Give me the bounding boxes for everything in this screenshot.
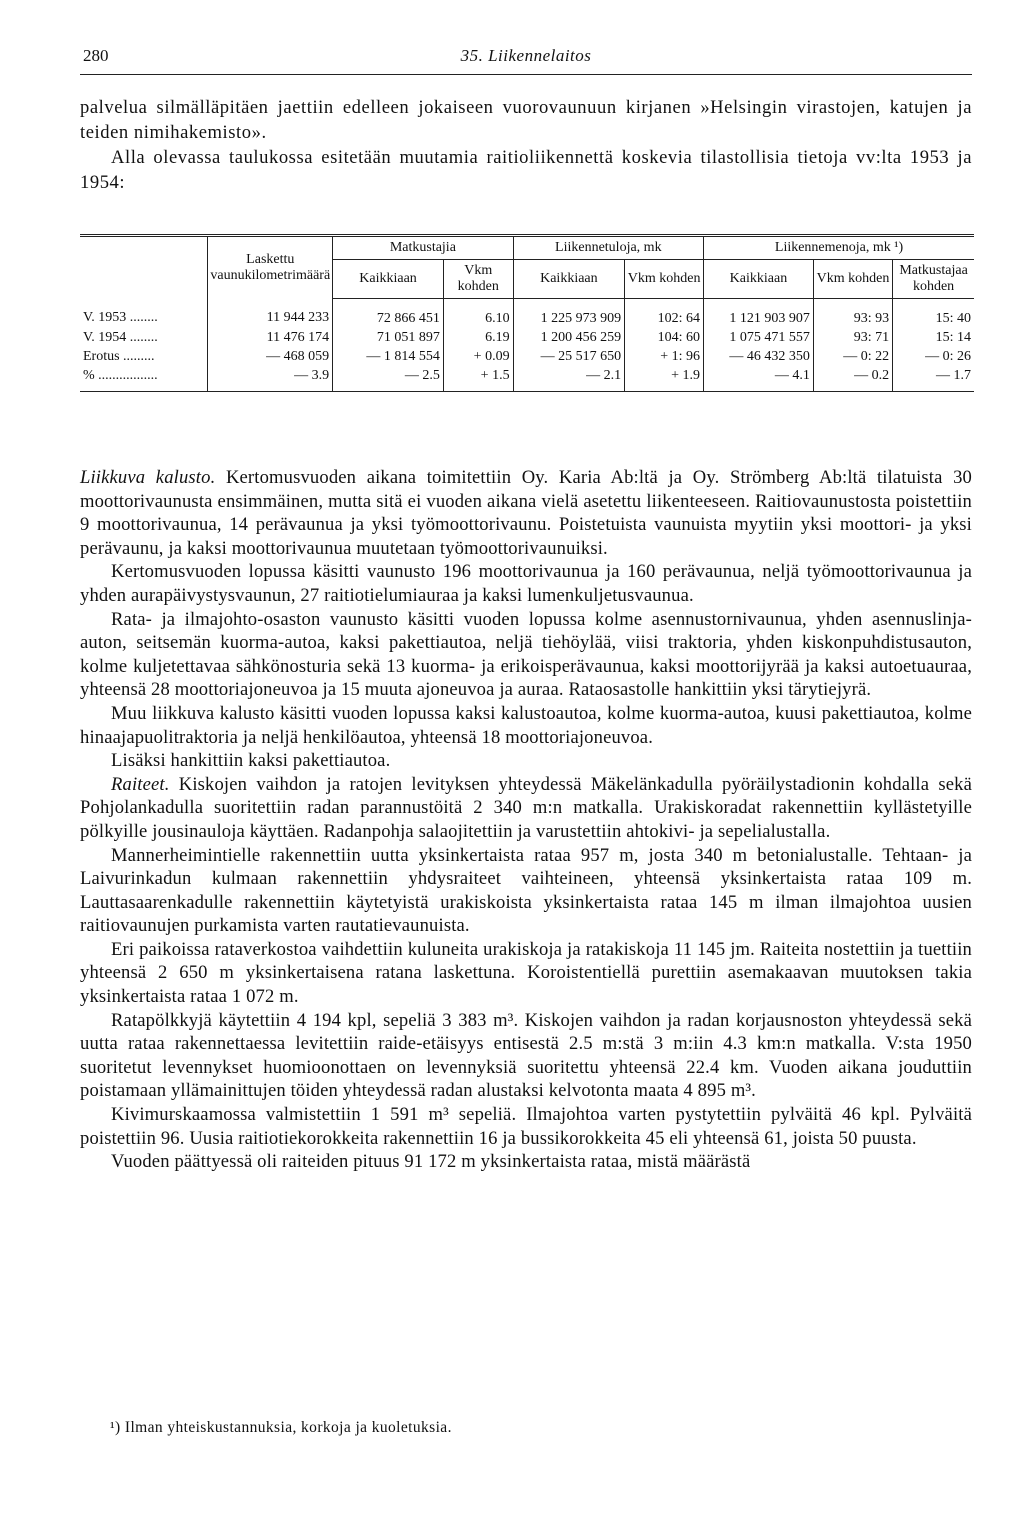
cell-matkustajia-kaikkiaan: 72 866 451 <box>333 299 444 329</box>
section-lead-raiteet: Raiteet. <box>111 773 170 795</box>
table-row <box>80 366 974 392</box>
paragraph: Kivimurskaamossa valmistettiin 1 591 m³ sepeliä. Ilmajohtoa varten pystytettiin pylväitä 46 kpl. Pylväitä poistettiin 96. Uusia raitiotiekorokkeita rakennettiin 16 ja bussikorokkeita 45 eli yhteensä 61, joista 50 puusta. <box>80 1104 972 1149</box>
cell-tuloja-kaikkiaan: — 2.1 <box>513 366 625 392</box>
cell-menoja-kaikkiaan: — 46 432 350 <box>704 347 814 366</box>
subheader-tuloja-kaikkiaan: Kaikkiaan <box>513 260 625 299</box>
paragraph-liikkuva-kalusto <box>80 466 972 560</box>
cell-matkustajia-kaikkiaan: — 1 814 554 <box>333 347 444 366</box>
cell-menoja-vkm: — 0: 22 <box>813 347 892 366</box>
intro-paragraph-2: Alla olevassa taulukossa esitetään muutamia raitioliikennettä koskevia tilastollisia tietoja vv:lta 1953 ja 1954: <box>80 147 972 193</box>
cell-menoja-kaikkiaan: 1 075 471 557 <box>704 328 814 347</box>
paragraph: Mannerheimintielle rakennettiin uutta yksinkertaista rataa 957 m, josta 340 m betonialustalle. Tehtaan- ja Laivurinkadun kulmaan rakennettiin yhdysraiteet vaihteineen, yhteensä yksinkertaista rataa 109 m. Lauttasaarenkadulle rakennettiin käytetyistä urakiskoista yksinkertaista rataa 145 m ilman ilmajohtoa uusien raitiovaunujen purkamista varten rautatievaunuista. <box>80 844 972 937</box>
row-label: V. 1953 ........ <box>83 310 158 326</box>
table-row <box>80 328 974 347</box>
cell-menoja-vkm: 93: 71 <box>813 328 892 347</box>
cell-menoja-kaikkiaan: — 4.1 <box>704 366 814 392</box>
running-title: 35. Liikennelaitos <box>460 46 592 65</box>
section-lead-liikkuva-kalusto: Liikkuva kalusto. <box>80 467 216 488</box>
subheader-menoja-vkm: Vkm kohden <box>813 260 892 299</box>
paragraph: Vuoden päättyessä oli raiteiden pituus 91 172 m yksinkertaista rataa, mistä määrästä <box>111 1151 751 1173</box>
paragraph: Eri paikoissa rataverkostoa vaihdettiin kuluneita urakiskoja ja ratakiskoja 11 145 jm. Raiteita nostettiin ja tuettiin yhteensä 2 650 m yksinkertaisena ratana laskettuna. Koroistentiellä purettiin asemakaavan muutoksen takia yksinkertaista rataa 1 072 m. <box>80 938 972 1008</box>
subheader-tuloja-vkm: Vkm kohden <box>625 260 704 299</box>
body-text <box>80 466 972 1174</box>
paragraph: Rata- ja ilmajohto-osaston vaunusto käsitti vuoden lopussa kolme asennustornivaunua, yhden asennuslinja-auton, seitsemän kuorma-autoa, kaksi pakettiautoa, neljä tiehöylää, viisi traktoria, yhden kiskonpuhdistusauton, kolme kuljetettavaa sähkönosturia sekä 13 kuorma- ja erikoisperävaunua, kaksi moottorijyrää ja kaksi autoetuauraa, yhteensä 28 moottoriajoneuvoa ja 15 muuta ajoneuvoa ja auraa. Rataosastolle hankittiin yksi tärytiejyrä. <box>80 608 972 701</box>
cell-menoja-matkustajaa: — 1.7 <box>893 366 974 392</box>
row-label: % ................. <box>83 367 158 383</box>
header-liikennetuloja: Liikennetuloja, mk <box>513 236 703 260</box>
cell-tuloja-vkm: + 1.9 <box>625 366 704 392</box>
cell-vaunukilometrit: — 468 059 <box>208 347 333 366</box>
subheader-menoja-matkustajaa: Matkustajaa kohden <box>893 260 974 299</box>
cell-tuloja-vkm: 102: 64 <box>625 299 704 329</box>
subheader-matkustajia-kaikkiaan: Kaikkiaan <box>333 260 444 299</box>
intro-paragraph-1: palvelua silmälläpitäen jaettiin edelleen jokaiseen vuorovaunuun kirjanen »Helsingin virastojen, katujen ja teiden nimihakemisto». <box>80 97 972 143</box>
table-stub-header <box>80 236 208 299</box>
cell-matkustajia-vkm: + 0.09 <box>443 347 513 366</box>
cell-matkustajia-vkm: 6.10 <box>443 299 513 329</box>
cell-vaunukilometrit: 11 476 174 <box>208 328 333 347</box>
paragraph-raiteet <box>80 773 972 844</box>
subheader-matkustajia-vkm: Vkm kohden <box>443 260 513 299</box>
cell-menoja-vkm: 93: 93 <box>813 299 892 329</box>
header-matkustajia: Matkustajia <box>333 236 513 260</box>
header-liikennemenoja: Liikennemenoja, mk ¹) <box>704 236 974 260</box>
footnote: ¹) Ilman yhteiskustannuksia, korkoja ja kuoletuksia. <box>110 1419 452 1436</box>
intro-text <box>80 95 972 195</box>
cell-matkustajia-vkm: + 1.5 <box>443 366 513 392</box>
cell-vaunukilometrit: — 3.9 <box>208 366 333 392</box>
row-label: V. 1954 ........ <box>83 329 158 345</box>
paragraph: Kertomusvuoden lopussa käsitti vaunusto 196 moottorivaunua ja 160 perävaunua, neljä työmoottorivaunua ja yhden aurapäivystysvaunun, 27 raitiotielumiauraa ja kaksi lumenkuljetusvaunua. <box>80 561 972 606</box>
cell-matkustajia-kaikkiaan: — 2.5 <box>333 366 444 392</box>
cell-tuloja-kaikkiaan: 1 200 456 259 <box>513 328 625 347</box>
cell-matkustajia-vkm: 6.19 <box>443 328 513 347</box>
paragraph: Ratapölkkyjä käytettiin 4 194 kpl, sepeliä 3 383 m³. Kiskojen vaihdon ja radan korjausnoston yhteydessä sekä uutta rataa rakennettaessa levitettiin raide-etäisyys entisestä 2.5 m:stä 3 m:iin 4.3 km:n matkalla. V:sta 1950 suoritetut levennykset huomioonottaen on levennyksiä suoritettu yhteensä 22.4 km. Vuoden aikana jouduttiin poistamaan yllämainittujen töiden yhteydessä radan alustaksi kelvotonta maata 4 895 m³. <box>80 1009 972 1102</box>
row-label: Erotus ......... <box>83 348 155 364</box>
cell-tuloja-kaikkiaan: 1 225 973 909 <box>513 299 625 329</box>
page-number: 280 <box>83 46 109 65</box>
cell-menoja-matkustajaa: 15: 40 <box>893 299 974 329</box>
header-laskettu: Laskettu vaunukilometrimäärä <box>208 236 333 299</box>
cell-tuloja-kaikkiaan: — 25 517 650 <box>513 347 625 366</box>
table-row <box>80 299 974 329</box>
cell-matkustajia-kaikkiaan: 71 051 897 <box>333 328 444 347</box>
tram-statistics-table <box>80 234 974 392</box>
cell-tuloja-vkm: 104: 60 <box>625 328 704 347</box>
cell-tuloja-vkm: + 1: 96 <box>625 347 704 366</box>
cell-menoja-vkm: — 0.2 <box>813 366 892 392</box>
paragraph: Muu liikkuva kalusto käsitti vuoden lopussa kaksi kalustoautoa, kolme kuorma-autoa, kuusi pakettiautoa, kolme hinaajapuolitraktoria ja neljä henkilöautoa, yhteensä 18 moottoriajoneuvoa. <box>80 702 972 748</box>
cell-menoja-matkustajaa: — 0: 26 <box>893 347 974 366</box>
paragraph-text: Kiskojen vaihdon ja ratojen levityksen yhteydessä Mäkelänkadulla pyöräilystadionin kohdalla sekä Pohjolankadulla suoritettiin radan parannustöitä 2 340 m:n matkalla. Urakiskoradat rakennettiin kyllästetyille pölkyille jousinauloja käyttäen. Radanpohja salaojitettiin ja varustettiin ahtokivi- ja sepelialustalla. <box>80 773 972 842</box>
page-header <box>80 46 972 75</box>
table-row <box>80 347 974 366</box>
cell-menoja-matkustajaa: 15: 14 <box>893 328 974 347</box>
cell-vaunukilometrit: 11 944 233 <box>208 299 333 329</box>
subheader-menoja-kaikkiaan: Kaikkiaan <box>704 260 814 299</box>
paragraph-text: Kertomusvuoden aikana toimitettiin Oy. Karia Ab:ltä ja Oy. Strömberg Ab:ltä tilatuista 30 moottorivaunusta ensimmäinen, mutta sitä ei vuoden aikana vielä asetettu liikenteeseen. Raitiovaunustosta poistettiin 9 moottorivaunua, 14 perävaunua ja yksi työmoottorivaunu. Poistetuista vaunuista myytiin yksi moottori- ja yksi perävaunu, ja kaksi moottorivaunua muutetaan työmoottorivaunuiksi. <box>80 467 972 559</box>
paragraph: Lisäksi hankittiin kaksi pakettiautoa. <box>111 750 391 772</box>
cell-menoja-kaikkiaan: 1 121 903 907 <box>704 299 814 329</box>
